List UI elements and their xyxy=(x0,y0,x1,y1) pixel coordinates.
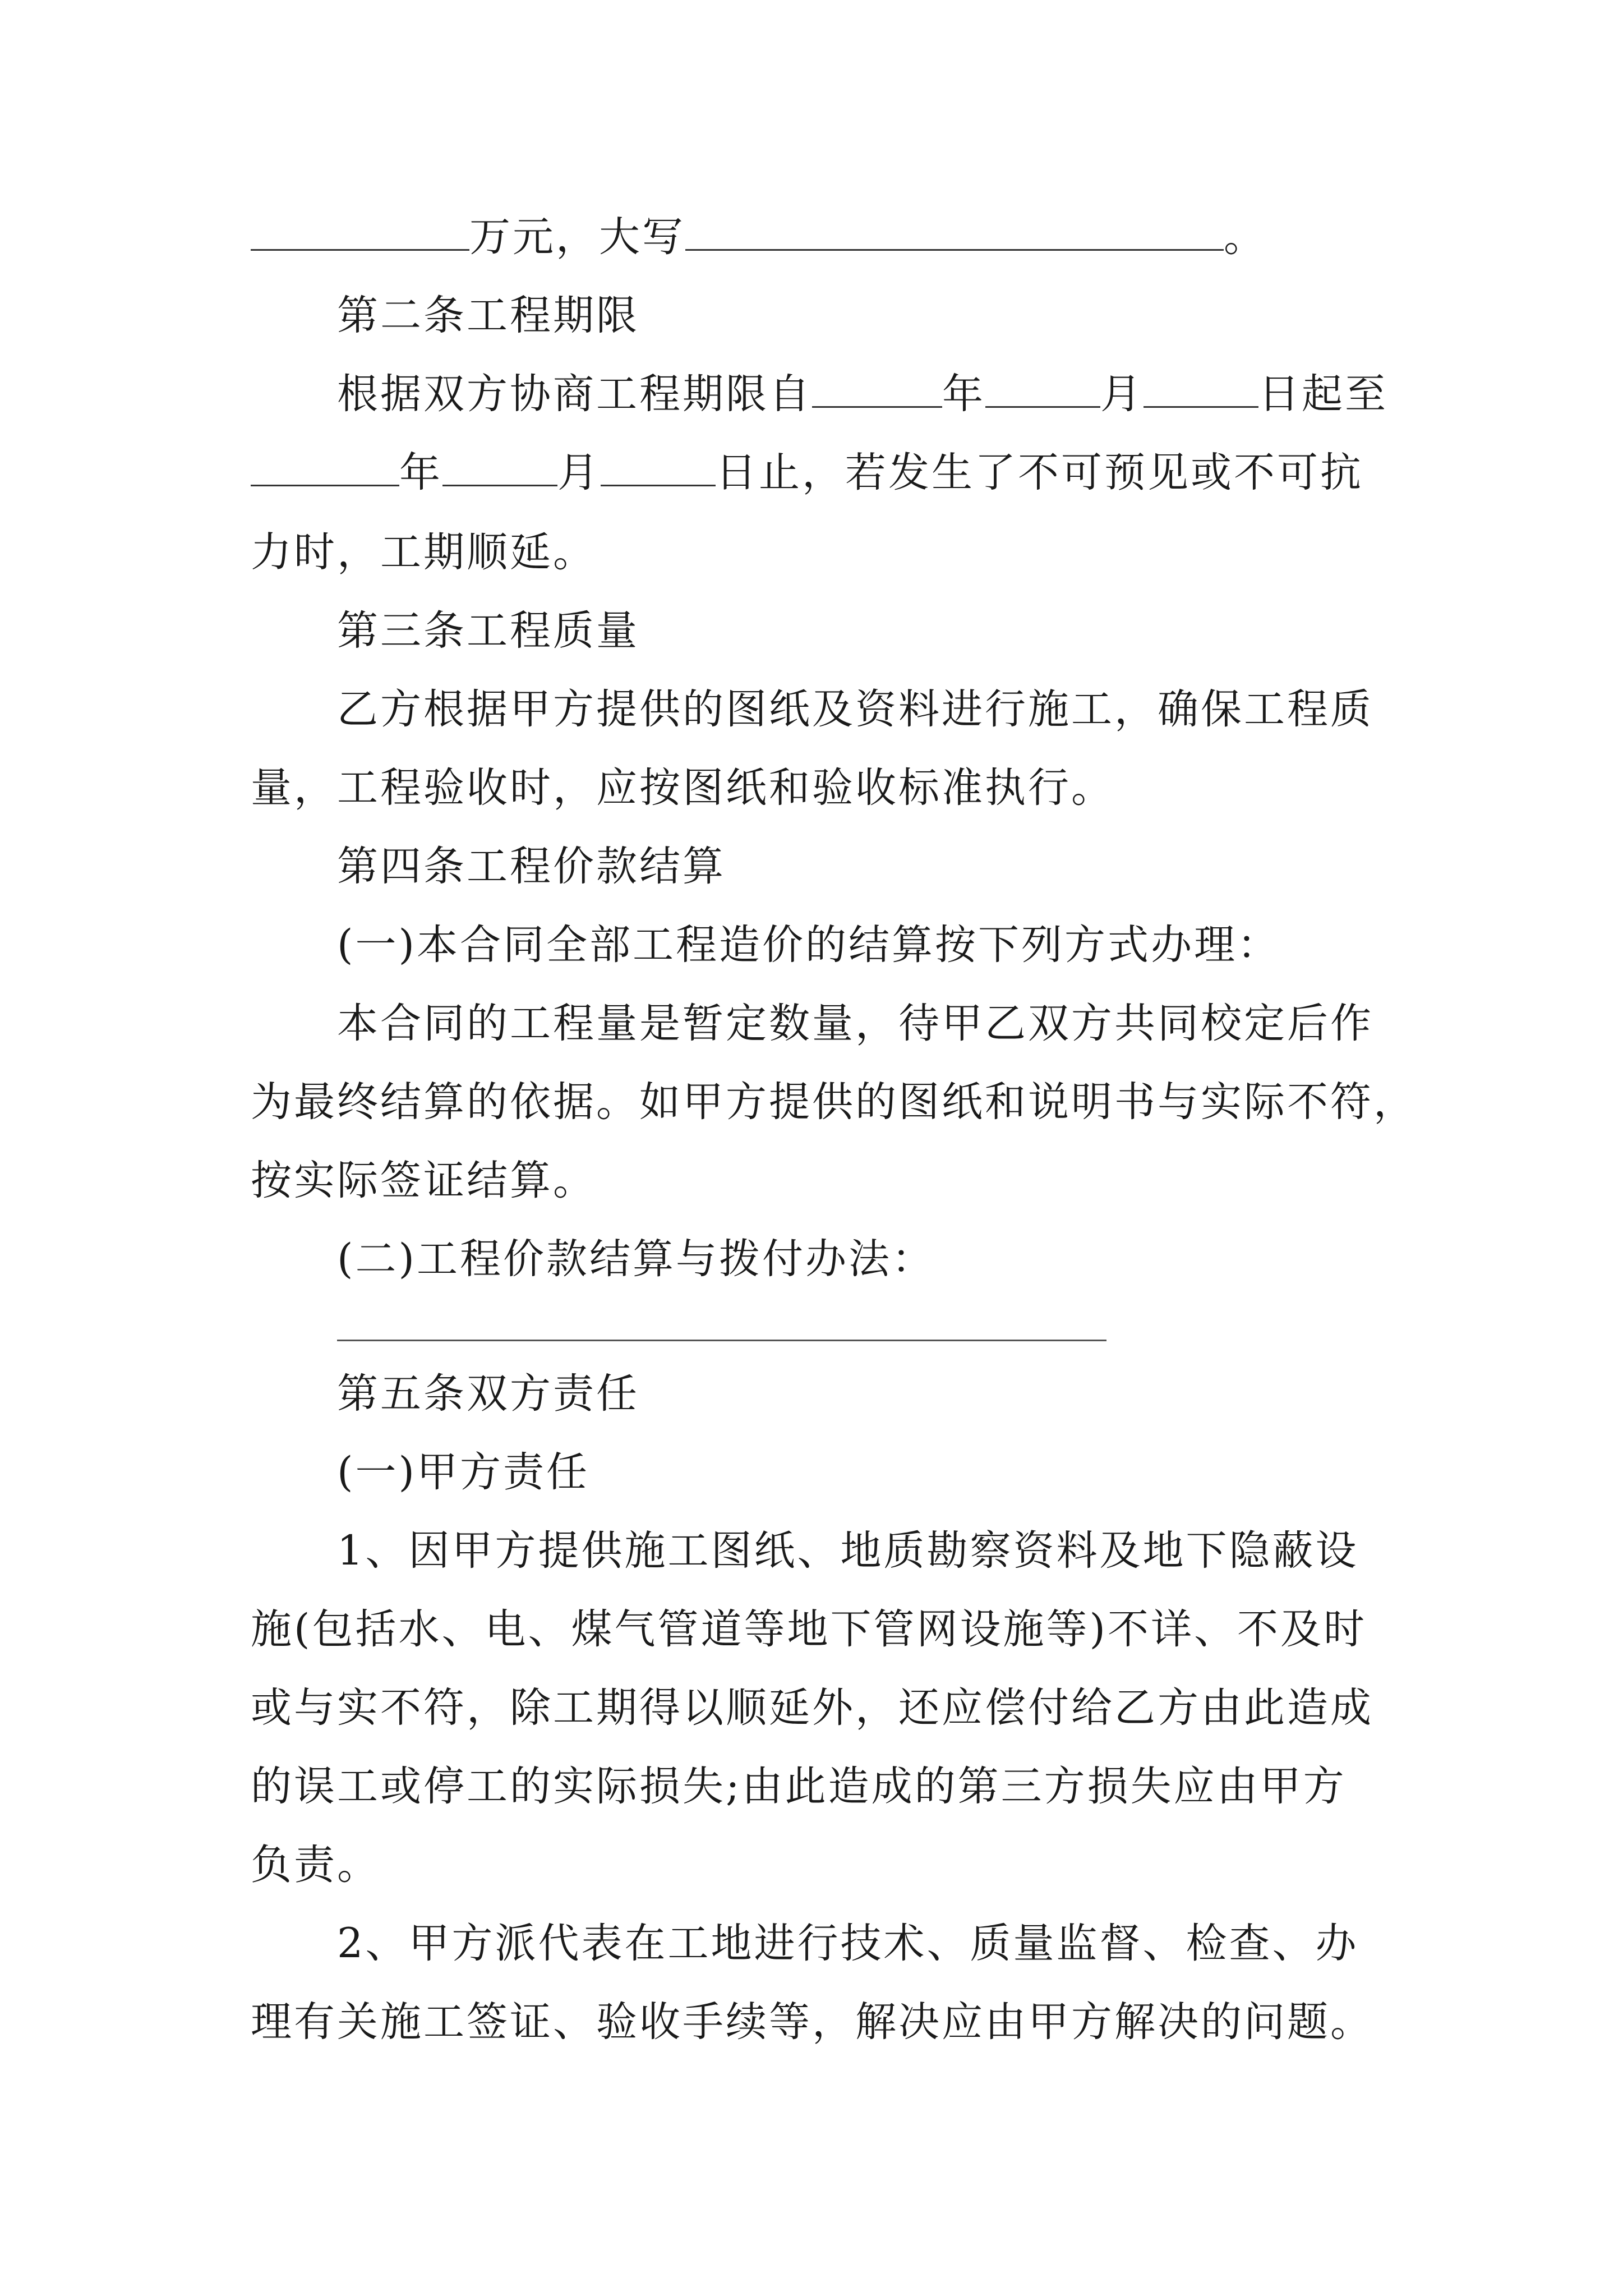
amount-words-blank[interactable] xyxy=(685,214,1224,251)
end-year-blank[interactable] xyxy=(251,450,399,486)
amount-line xyxy=(251,212,1267,263)
end-day-blank[interactable] xyxy=(601,450,716,486)
article-5-item-1-line-5: 负责。 xyxy=(251,1841,380,1889)
article-5-item-1-line-3: 或与实不符，除工期得以顺延外，还应偿付给乙方由此造成 xyxy=(251,1684,1373,1732)
article-2-line-2 xyxy=(251,448,1363,498)
article-5-item-1-line-4: 的误工或停工的实际损失;由此造成的第三方损失应由甲方 xyxy=(251,1763,1347,1810)
article-4-title: 第四条工程价款结算 xyxy=(337,843,726,890)
start-year-blank[interactable] xyxy=(812,371,942,408)
article-4-para-line-2: 为最终结算的依据。如甲方提供的图纸和说明书与实际不符， xyxy=(251,1078,1417,1126)
year-label: 年 xyxy=(399,449,442,496)
start-day-blank[interactable] xyxy=(1144,371,1258,408)
article-5-item-1-line-1: 1、因甲方提供施工图纸、地质勘察资料及地下隐蔽设 xyxy=(337,1527,1359,1575)
term-end-text: 日止，若发生了不可预见或不可抗 xyxy=(716,449,1363,496)
article-4-section-1: (一)本合同全部工程造价的结算按下列方式办理： xyxy=(337,921,1280,969)
article-3-title: 第三条工程质量 xyxy=(337,607,639,655)
amount-blank[interactable] xyxy=(251,214,469,251)
article-4-section-2: (二)工程价款结算与拨付办法： xyxy=(337,1235,935,1283)
amount-unit-text: 万元，大写 xyxy=(469,213,685,261)
end-month-blank[interactable] xyxy=(442,450,557,486)
article-5-item-2-line-1: 2、甲方派代表在工地进行技术、质量监督、检查、办 xyxy=(337,1920,1359,1967)
amount-end-text: 。 xyxy=(1224,213,1267,261)
month-label: 月 xyxy=(557,449,601,496)
term-intro-text: 根据双方协商工程期限自 xyxy=(337,370,812,418)
article-5-item-1-line-2: 施(包括水、电、煤气管道等地下管网设施等)不详、不及时 xyxy=(251,1605,1367,1653)
article-2-line-1 xyxy=(337,369,1388,420)
article-5-item-2-line-2: 理有关施工签证、验收手续等，解决应由甲方解决的问题。 xyxy=(251,1998,1373,2046)
article-5-section-1: (一)甲方责任 xyxy=(337,1448,589,1496)
article-3-line-1: 乙方根据甲方提供的图纸及资料进行施工，确保工程质 xyxy=(337,685,1373,733)
article-3-line-2: 量，工程验收时，应按图纸和验收标准执行。 xyxy=(251,764,1114,812)
article-4-para-line-3: 按实际签证结算。 xyxy=(251,1157,596,1204)
start-month-blank[interactable] xyxy=(985,371,1100,408)
payment-method-blank[interactable] xyxy=(337,1340,1106,1341)
article-5-title: 第五条双方责任 xyxy=(337,1370,639,1418)
article-2-title: 第二条工程期限 xyxy=(337,292,639,339)
article-4-para-line-1: 本合同的工程量是暂定数量，待甲乙双方共同校定后作 xyxy=(337,1000,1373,1047)
year-label: 年 xyxy=(942,370,985,418)
article-2-line-3: 力时，工期顺延。 xyxy=(251,528,596,576)
month-label: 月 xyxy=(1100,370,1144,418)
day-start-label: 日起至 xyxy=(1258,370,1388,418)
